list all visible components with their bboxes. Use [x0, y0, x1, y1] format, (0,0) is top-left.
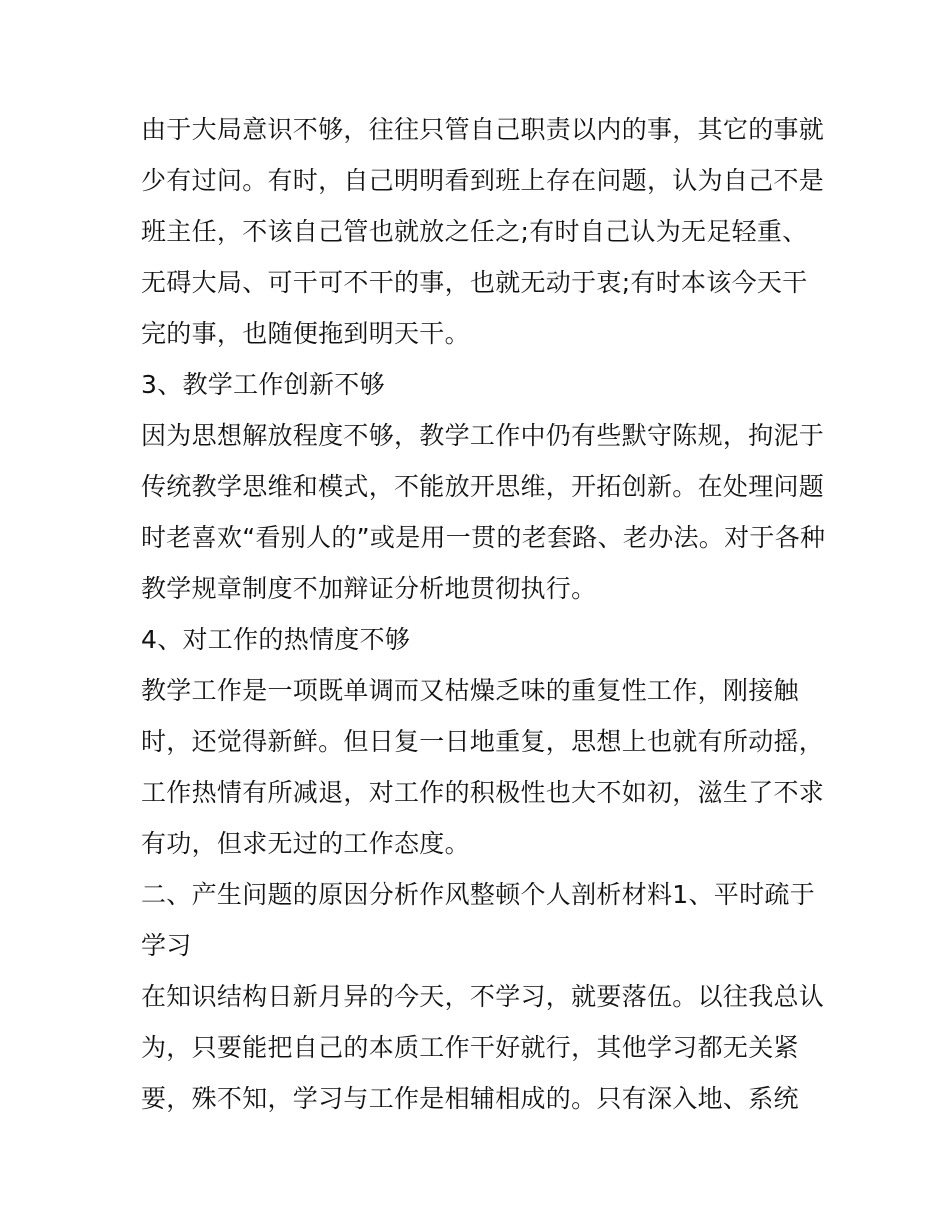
section-heading: 3、教学工作创新不够 [141, 370, 385, 399]
text-line: 教学工作是一项既单调而又枯燥乏味的重复性工作，刚接触 [141, 676, 799, 705]
text-line: 完的事，也随便拖到明天干。 [141, 319, 470, 348]
section-heading: 4、对工作的热情度不够 [141, 625, 411, 654]
text-line: 因为思想解放程度不够，教学工作中仍有些默守陈规，拘泥于 [141, 421, 825, 450]
text-line: 传统教学思维和模式，不能放开思维，开拓创新。在处理问题 [141, 472, 825, 501]
text-line: 少有过问。有时，自己明明看到班上存在问题，认为自己不是 [141, 166, 825, 195]
text-line: 时老喜欢“看别人的”或是用一贯的老套路、老办法。对于各种 [141, 523, 826, 552]
text-line: 由于大局意识不够，往往只管自己职责以内的事，其它的事就 [141, 115, 825, 144]
text-line: 时，还觉得新鲜。但日复一日地重复，思想上也就有所动摇， [141, 727, 825, 756]
document-body [141, 104, 826, 1124]
text-line: 要，殊不知，学习与工作是相辅相成的。只有深入地、系统 [141, 1084, 799, 1113]
text-line: 在知识结构日新月异的今天，不学习，就要落伍。以往我总认 [141, 982, 825, 1011]
section-heading: 学习 [141, 931, 192, 960]
text-line: 工作热情有所减退，对工作的积极性也大不如初，滋生了不求 [141, 778, 825, 807]
section-heading: 二、产生问题的原因分析作风整顿个人剖析材料1、平时疏于 [141, 880, 816, 909]
text-line: 有功，但求无过的工作态度。 [141, 829, 470, 858]
text-line: 班主任，不该自己管也就放之任之;有时自己认为无足轻重、 [141, 217, 808, 246]
text-line: 为，只要能把自己的本质工作干好就行，其他学习都无关紧 [141, 1033, 799, 1062]
text-line: 无碍大局、可干可不干的事，也就无动于衷;有时本该今天干 [141, 268, 808, 297]
text-line: 教学规章制度不加辩证分析地贯彻执行。 [141, 574, 597, 603]
